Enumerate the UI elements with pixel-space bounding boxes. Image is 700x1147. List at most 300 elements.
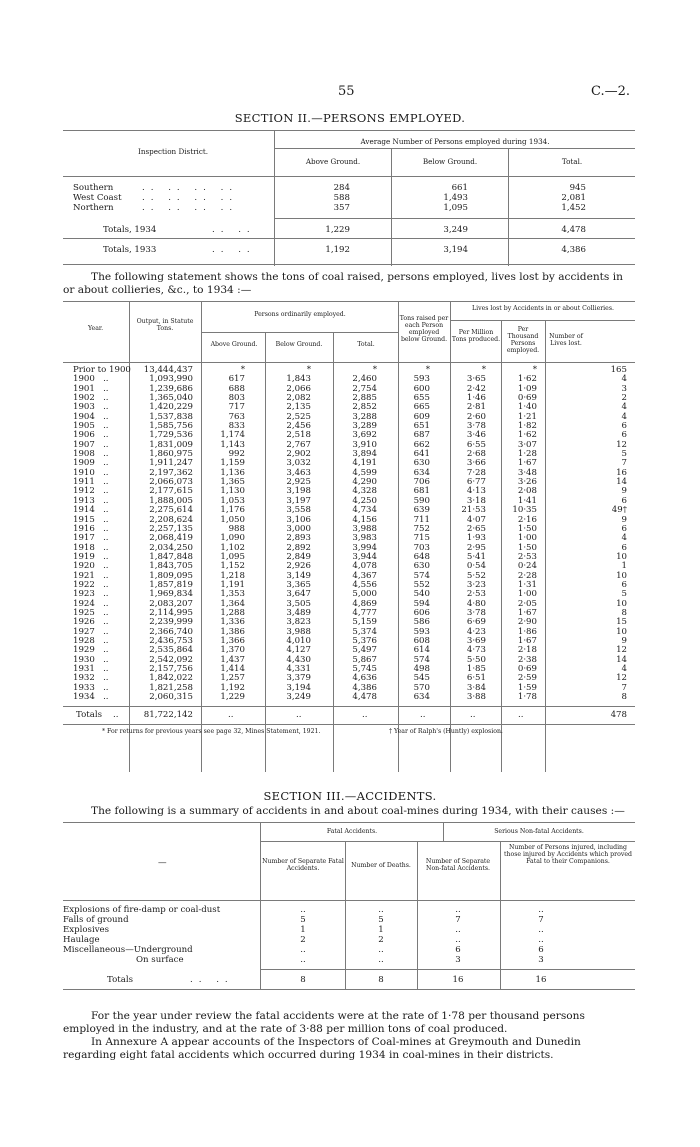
cell-year-20: 1919 .. <box>73 551 109 562</box>
cell-above-23: 1,191 <box>220 579 245 590</box>
cell-output-9: 1,860,975 <box>149 449 193 460</box>
cell-below-6: 2,456 <box>286 421 311 432</box>
cell-per-million-6: 3·78 <box>466 421 486 432</box>
cell-per-million-8: 6·55 <box>466 439 486 450</box>
cell-year-0: Prior to 1900 <box>73 365 131 375</box>
cell-total-6: 3,289 <box>352 421 377 432</box>
northern-below: 1,095 <box>443 203 468 213</box>
header-average-persons: Average Number of Persons employed during 1934. <box>360 137 550 146</box>
cell-per-thousand-18: 1·00 <box>517 533 537 544</box>
cell-year-4: 1903 .. <box>73 402 109 413</box>
header-separate-non-fatal: Number of Separate Non-fatal Accidents. <box>425 858 491 872</box>
cell-above-6: 833 <box>228 421 245 432</box>
column-above-ground <box>203 366 245 702</box>
cell-year-5: 1904 .. <box>73 411 109 422</box>
cell-lives-25: 10 <box>616 598 627 609</box>
accident-c-2: .. <box>455 925 461 935</box>
cell-per-thousand-6: 1·82 <box>517 421 537 432</box>
cell-year-18: 1917 .. <box>73 533 109 544</box>
accident-cause-5: On surface <box>136 955 184 965</box>
cell-output-35: 2,060,315 <box>149 692 193 703</box>
cell-tons-per-15: 639 <box>413 505 430 516</box>
cell-per-million-0: * <box>481 365 486 375</box>
cell-per-million-22: 5·52 <box>466 570 486 581</box>
header-fatal-accidents: Fatal Accidents. <box>326 828 378 835</box>
header-total-2: Total. <box>357 341 375 348</box>
cell-above-35: 1,229 <box>220 692 245 703</box>
cell-tons-per-22: 574 <box>413 570 430 581</box>
cell-lives-8: 12 <box>616 439 627 450</box>
district-northern: Northern <box>73 203 114 213</box>
cell-above-24: 1,353 <box>220 589 245 600</box>
accident-cause-1: Falls of ground <box>63 915 129 925</box>
cell-tons-per-33: 545 <box>413 673 430 684</box>
footnote-ralphs-explosion: † Year of Ralph's (Huntly) explosion. <box>389 728 503 735</box>
cell-tons-per-30: 614 <box>413 645 430 656</box>
totals-1934-label: Totals, 1934 <box>103 225 157 235</box>
cell-total-9: 3,894 <box>352 449 377 460</box>
cell-total-18: 3,983 <box>352 533 377 544</box>
cell-year-3: 1902 .. <box>73 393 109 404</box>
cell-above-17: 988 <box>228 523 245 534</box>
header-total: Total. <box>561 157 583 166</box>
accident-a-4: .. <box>300 945 306 955</box>
cell-lives-21: 1 <box>621 561 627 572</box>
cell-year-33: 1932 .. <box>73 673 109 684</box>
cell-year-27: 1926 .. <box>73 617 109 628</box>
cell-per-million-1: 3·65 <box>466 374 486 385</box>
cell-lives-27: 15 <box>616 617 627 628</box>
cell-tons-per-16: 711 <box>413 514 430 525</box>
cell-output-4: 1,420,229 <box>149 402 193 413</box>
accident-a-3: 2 <box>300 935 306 945</box>
cell-total-23: 4,556 <box>352 579 377 590</box>
cell-above-8: 1,143 <box>220 439 245 450</box>
accident-d-2: .. <box>538 925 544 935</box>
accidents-totals-nonfatal: 16 <box>452 975 464 985</box>
cell-total-30: 5,497 <box>352 645 377 656</box>
cell-year-7: 1906 .. <box>73 430 109 441</box>
cell-output-0: 13,444,437 <box>143 365 193 375</box>
cell-total-14: 4,250 <box>352 495 377 506</box>
cell-output-34: 1,821,258 <box>149 682 193 693</box>
cell-per-thousand-20: 2·53 <box>517 551 537 562</box>
accident-c-4: 6 <box>455 945 461 955</box>
cell-tons-per-6: 651 <box>413 421 430 432</box>
cell-below-3: 2,082 <box>286 393 311 404</box>
header-separate-fatal: Number of Separate Fatal Accidents. <box>262 858 344 872</box>
column-per-million <box>452 366 486 702</box>
cell-above-33: 1,257 <box>220 673 245 684</box>
accident-c-0: .. <box>455 905 461 915</box>
cell-tons-per-12: 706 <box>413 477 430 488</box>
cell-lives-29: 9 <box>621 635 627 646</box>
cell-below-29: 4,010 <box>286 635 311 646</box>
totals-1933-below: 3,194 <box>443 245 468 255</box>
cell-per-thousand-32: 0·69 <box>517 664 537 674</box>
cell-above-26: 1,288 <box>220 607 245 618</box>
accident-cause-3: Haulage <box>63 935 100 945</box>
cell-year-2: 1901 .. <box>73 383 109 394</box>
cell-above-21: 1,152 <box>220 561 245 572</box>
cell-year-19: 1918 .. <box>73 542 109 553</box>
cell-output-25: 2,083,207 <box>149 598 193 609</box>
cell-lives-15: 49† <box>611 505 627 516</box>
cell-below-5: 2,525 <box>286 411 311 422</box>
cell-per-million-14: 3·18 <box>466 495 486 506</box>
accident-a-0: .. <box>300 905 306 915</box>
cell-tons-per-35: 634 <box>413 692 430 703</box>
cell-total-27: 5,159 <box>352 617 377 628</box>
cell-per-million-9: 2·68 <box>466 449 486 460</box>
cell-output-7: 1,729,536 <box>149 430 193 441</box>
westcoast-above: 588 <box>333 193 350 203</box>
statement-totals-label: Totals <box>76 710 102 720</box>
cell-total-10: 4,191 <box>352 458 377 469</box>
cell-total-21: 4,078 <box>352 561 377 572</box>
cell-output-1: 1,093,990 <box>149 374 193 385</box>
cell-tons-per-29: 608 <box>413 635 430 646</box>
accident-a-5: .. <box>300 955 306 965</box>
cell-year-25: 1924 .. <box>73 598 109 609</box>
cell-year-12: 1911 .. <box>73 477 109 488</box>
district-southern: Southern <box>73 183 114 193</box>
cell-lives-18: 4 <box>621 533 627 544</box>
cell-year-24: 1923 .. <box>73 589 109 600</box>
cell-tons-per-3: 655 <box>413 393 430 404</box>
cell-output-11: 2,197,362 <box>149 467 193 478</box>
cell-per-million-30: 4·73 <box>466 645 486 656</box>
cell-year-6: 1905 .. <box>73 421 109 432</box>
cell-above-31: 1,437 <box>220 654 245 665</box>
cell-per-thousand-31: 2·38 <box>517 654 537 665</box>
cell-lives-7: 6 <box>621 430 627 441</box>
southern-above: 284 <box>333 183 350 193</box>
cell-per-thousand-7: 1·62 <box>517 430 537 441</box>
cell-total-0: * <box>372 365 377 375</box>
district-west-coast: West Coast <box>73 193 122 203</box>
accident-d-4: 6 <box>538 945 544 955</box>
cell-total-8: 3,910 <box>352 439 377 450</box>
cell-output-10: 1,911,247 <box>149 458 193 469</box>
cell-above-13: 1,130 <box>220 486 245 497</box>
column-output <box>131 366 193 702</box>
accident-cause-4: Miscellaneous—Underground <box>63 945 193 955</box>
cell-total-15: 4,734 <box>352 505 377 516</box>
cell-output-26: 2,114,995 <box>149 607 193 618</box>
accident-b-5: .. <box>378 955 384 965</box>
cell-tons-per-27: 586 <box>413 617 430 628</box>
cell-lives-35: 8 <box>621 692 627 703</box>
cell-tons-per-28: 593 <box>413 626 430 637</box>
accident-a-2: 1 <box>300 925 306 935</box>
cell-output-20: 1,847,848 <box>149 551 193 562</box>
column-total <box>335 366 377 702</box>
cell-output-22: 1,809,095 <box>149 570 193 581</box>
cell-below-13: 3,198 <box>286 486 311 497</box>
cell-below-33: 3,379 <box>286 673 311 684</box>
cell-total-34: 4,386 <box>352 682 377 693</box>
cell-lives-2: 3 <box>621 383 627 394</box>
header-number-lives: Number of Lives lost. <box>549 333 583 347</box>
header-above-ground: Above Ground. <box>305 157 361 166</box>
cell-year-22: 1921 .. <box>73 570 109 581</box>
cell-lives-24: 5 <box>621 589 627 600</box>
cell-below-27: 3,823 <box>286 617 311 628</box>
cell-above-2: 688 <box>228 383 245 394</box>
cell-total-3: 2,885 <box>352 393 377 404</box>
paragraph-annexure: In Annexure A appear accounts of the Inspectors of Coal-mines at Greymouth and Dunedin regarding eight fatal accidents which occurred during 1934 in coal-mines in their districts. <box>63 1036 581 1061</box>
totals-1933-total: 4,386 <box>561 245 586 255</box>
header-year: Year. <box>88 325 104 332</box>
cell-per-thousand-19: 1·50 <box>517 542 537 553</box>
accident-c-3: .. <box>455 935 461 945</box>
cell-tons-per-4: 665 <box>413 402 430 413</box>
cell-below-0: * <box>306 365 311 375</box>
cell-total-16: 4,156 <box>352 514 377 525</box>
cell-per-thousand-0: * <box>532 365 537 375</box>
cell-below-2: 2,066 <box>286 383 311 394</box>
cell-lives-17: 6 <box>621 523 627 534</box>
accident-b-3: 2 <box>378 935 384 945</box>
cell-per-million-35: 3·88 <box>466 692 486 703</box>
cell-lives-32: 4 <box>621 664 627 674</box>
cell-per-million-17: 2·65 <box>466 523 486 534</box>
cell-below-12: 2,925 <box>286 477 311 488</box>
cell-lives-9: 5 <box>621 449 627 460</box>
cell-year-8: 1907 .. <box>73 439 109 450</box>
header-per-million: Per Million Tons produced. <box>451 329 501 343</box>
cell-tons-per-19: 703 <box>413 542 430 553</box>
cell-per-million-29: 3·69 <box>466 635 486 646</box>
cell-above-30: 1,370 <box>220 645 245 656</box>
cell-per-thousand-4: 1·40 <box>517 402 537 413</box>
cell-lives-14: 6 <box>621 495 627 506</box>
cell-year-1: 1900 .. <box>73 374 109 385</box>
cell-total-2: 2,754 <box>352 383 377 394</box>
column-lives-lost <box>547 366 627 702</box>
cell-per-million-26: 3·78 <box>466 607 486 618</box>
cell-per-thousand-34: 1·59 <box>517 682 537 693</box>
cell-lives-33: 12 <box>616 673 627 684</box>
cell-year-15: 1914 .. <box>73 505 109 516</box>
totals-1934-above: 1,229 <box>325 225 350 235</box>
cell-per-million-23: 3·23 <box>466 579 486 590</box>
cell-above-12: 1,365 <box>220 477 245 488</box>
cell-below-25: 3,505 <box>286 598 311 609</box>
cell-above-10: 1,159 <box>220 458 245 469</box>
accident-d-5: 3 <box>538 955 544 965</box>
cell-output-6: 1,585,756 <box>149 421 193 432</box>
totals-1933-label: Totals, 1933 <box>103 245 157 255</box>
cell-output-15: 2,275,614 <box>149 505 193 516</box>
cell-below-9: 2,902 <box>286 449 311 460</box>
cell-total-25: 4,869 <box>352 598 377 609</box>
cell-per-thousand-26: 1·67 <box>517 607 537 618</box>
cell-above-15: 1,176 <box>220 505 245 516</box>
cell-per-thousand-21: 0·24 <box>517 561 537 572</box>
statement-totals-output: 81,722,142 <box>143 710 193 720</box>
cell-tons-per-31: 574 <box>413 654 430 665</box>
cell-total-13: 4,328 <box>352 486 377 497</box>
cell-below-7: 2,518 <box>286 430 311 441</box>
cell-tons-per-26: 606 <box>413 607 430 618</box>
cell-per-thousand-9: 1·28 <box>517 449 537 460</box>
cell-below-8: 2,767 <box>286 439 311 450</box>
cell-below-22: 3,149 <box>286 570 311 581</box>
cell-year-21: 1920 .. <box>73 561 109 572</box>
cell-per-thousand-12: 3·26 <box>517 477 537 488</box>
cell-tons-per-24: 540 <box>413 589 430 600</box>
cell-per-thousand-24: 1·00 <box>517 589 537 600</box>
cell-above-7: 1,174 <box>220 430 245 441</box>
cell-above-16: 1,050 <box>220 514 245 525</box>
cell-above-32: 1,414 <box>220 664 245 674</box>
cell-per-thousand-33: 2·59 <box>517 673 537 684</box>
cell-per-million-3: 1·46 <box>466 393 486 404</box>
cell-below-21: 2,926 <box>286 561 311 572</box>
cell-lives-20: 10 <box>616 551 627 562</box>
cell-per-thousand-2: 1·09 <box>517 383 537 394</box>
cell-tons-per-2: 600 <box>413 383 430 394</box>
cell-above-1: 617 <box>228 374 245 385</box>
cell-below-17: 3,000 <box>286 523 311 534</box>
header-persons-injured: Number of Persons injured, including those injured by Accidents which proved Fatal to their Companions. <box>504 844 632 865</box>
cell-lives-6: 6 <box>621 421 627 432</box>
cell-tons-per-10: 630 <box>413 458 430 469</box>
header-below-ground: Below Ground. <box>422 157 478 166</box>
cell-per-thousand-17: 1·50 <box>517 523 537 534</box>
cell-output-23: 1,857,819 <box>149 579 193 590</box>
cell-tons-per-0: * <box>425 365 430 375</box>
cell-output-33: 1,842,022 <box>149 673 193 684</box>
cell-lives-26: 8 <box>621 607 627 618</box>
cell-per-million-24: 2·53 <box>466 589 486 600</box>
cell-year-10: 1909 .. <box>73 458 109 469</box>
cell-per-thousand-25: 2·05 <box>517 598 537 609</box>
cell-year-29: 1928 .. <box>73 635 109 646</box>
cell-per-million-32: 1·85 <box>466 664 486 674</box>
accident-c-1: 7 <box>455 915 461 925</box>
footnote-previous-years: * For returns for previous years see page 32, Mines Statement, 1921. <box>102 728 321 735</box>
cell-per-million-12: 6·77 <box>466 477 486 488</box>
cell-below-1: 1,843 <box>286 374 311 385</box>
cell-above-4: 717 <box>228 402 245 413</box>
cell-per-million-16: 4·07 <box>466 514 486 525</box>
cell-below-10: 3,032 <box>286 458 311 469</box>
cell-output-13: 2,177,615 <box>149 486 193 497</box>
paragraph-rates: For the year under review the fatal accidents were at the rate of 1·78 per thousand persons employed in the industry, and at the rate of 3·88 per million tons of coal produced. <box>63 1010 585 1035</box>
accident-a-1: 5 <box>300 915 306 925</box>
cell-per-million-4: 2·81 <box>466 402 486 413</box>
cell-per-thousand-5: 1·21 <box>517 411 537 422</box>
cell-output-24: 1,969,834 <box>149 589 193 600</box>
page-number: 55 <box>338 84 355 99</box>
totals-1934-total: 4,478 <box>561 225 586 235</box>
cell-per-million-28: 4·23 <box>466 626 486 637</box>
cell-per-thousand-14: 1·41 <box>517 495 537 506</box>
cell-output-18: 2,068,419 <box>149 533 193 544</box>
cell-year-17: 1916 .. <box>73 523 109 534</box>
cell-per-thousand-11: 3·48 <box>517 467 537 478</box>
cell-output-12: 2,066,073 <box>149 477 193 488</box>
cell-per-thousand-28: 1·86 <box>517 626 537 637</box>
cell-below-11: 3,463 <box>286 467 311 478</box>
cell-lives-16: 9 <box>621 514 627 525</box>
header-serious-non-fatal: Serious Non-fatal Accidents. <box>494 828 584 835</box>
cell-below-28: 3,988 <box>286 626 311 637</box>
cell-tons-per-7: 687 <box>413 430 430 441</box>
cell-below-4: 2,135 <box>286 402 311 413</box>
cell-total-35: 4,478 <box>352 692 377 703</box>
cell-per-million-15: 21·53 <box>461 505 486 516</box>
cell-per-thousand-15: 10·35 <box>512 505 537 516</box>
cell-tons-per-32: 498 <box>413 664 430 674</box>
accidents-intro: The following is a summary of accidents in and about coal-mines during 1934, with their causes :— <box>91 805 625 817</box>
accident-c-5: 3 <box>455 955 461 965</box>
cell-lives-5: 4 <box>621 411 627 422</box>
northern-total: 1,452 <box>561 203 586 213</box>
cell-total-31: 5,867 <box>352 654 377 665</box>
header-above-ground-2: Above Ground. <box>210 341 258 348</box>
cell-per-million-5: 2·60 <box>466 411 486 422</box>
cell-lives-13: 9 <box>621 486 627 497</box>
cell-total-24: 5,000 <box>352 589 377 600</box>
cell-total-1: 2,460 <box>352 374 377 385</box>
cell-total-12: 4,290 <box>352 477 377 488</box>
statement-intro: The following statement shows the tons of coal raised, persons employed, lives lost by accidents in or about collieries, &c., to 1934 :— <box>63 271 623 296</box>
cell-tons-per-18: 715 <box>413 533 430 544</box>
cell-year-23: 1922 .. <box>73 579 109 590</box>
cell-below-18: 2,893 <box>286 533 311 544</box>
accident-b-2: 1 <box>378 925 384 935</box>
cell-lives-11: 16 <box>616 467 627 478</box>
cell-total-28: 5,374 <box>352 626 377 637</box>
cell-total-26: 4,777 <box>352 607 377 618</box>
cell-tons-per-13: 681 <box>413 486 430 497</box>
cell-above-27: 1,336 <box>220 617 245 628</box>
cell-per-thousand-16: 2·16 <box>517 514 537 525</box>
cell-below-15: 3,558 <box>286 505 311 516</box>
cell-total-7: 3,692 <box>352 430 377 441</box>
cell-per-million-25: 4·80 <box>466 598 486 609</box>
cell-per-thousand-3: 0·69 <box>517 393 537 404</box>
accident-cause-2: Explosives <box>63 925 110 935</box>
cell-per-million-11: 7·28 <box>466 467 486 478</box>
cell-above-0: * <box>240 365 245 375</box>
cell-year-32: 1931 .. <box>73 664 109 674</box>
accidents-totals-fatal: 8 <box>300 975 306 985</box>
totals-1934-below: 3,249 <box>443 225 468 235</box>
accident-d-0: .. <box>538 905 544 915</box>
cell-output-14: 1,888,005 <box>149 495 193 506</box>
cell-per-million-27: 6·69 <box>466 617 486 628</box>
totals-1933-above: 1,192 <box>325 245 350 255</box>
cell-below-14: 3,197 <box>286 495 311 506</box>
cell-per-million-33: 6·51 <box>466 673 486 684</box>
cell-total-4: 2,852 <box>352 402 377 413</box>
cell-tons-per-25: 594 <box>413 598 430 609</box>
cell-output-27: 2,239,999 <box>149 617 193 628</box>
header-lives-lost: Lives lost by Accidents in or about Collieries. <box>472 305 614 312</box>
cell-tons-per-20: 648 <box>413 551 430 562</box>
accidents-totals-injured: 16 <box>535 975 547 985</box>
cell-output-19: 2,034,250 <box>149 542 193 553</box>
cell-output-32: 2,157,756 <box>149 664 193 674</box>
header-below-ground-2: Below Ground. <box>275 341 323 348</box>
cell-tons-per-9: 641 <box>413 449 430 460</box>
cell-per-thousand-29: 1·67 <box>517 635 537 646</box>
